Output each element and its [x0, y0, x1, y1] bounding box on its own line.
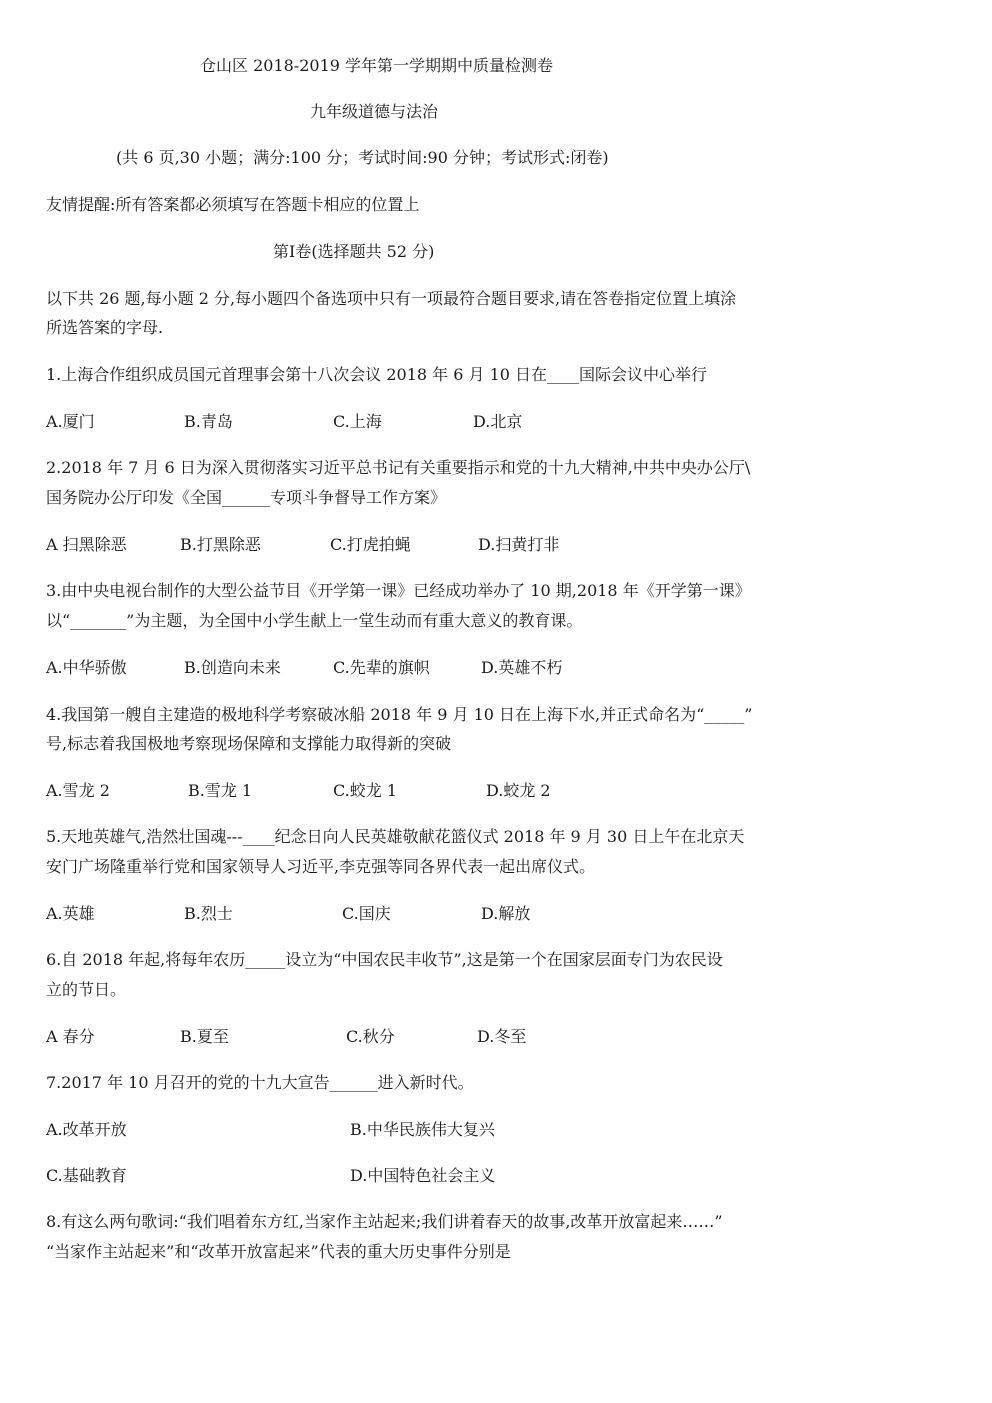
exam-title: 仓山区 2018-2019 学年第一学期期中质量检测卷	[200, 56, 554, 75]
question-text: 6.自 2018 年起,将每年农历_____设立为“中国农民丰收节”,这是第一个在国家层面专门为农民设	[46, 950, 723, 969]
option-a: A.厦门	[46, 412, 95, 431]
question-text: 4.我国第一艘自主建造的极地科学考察破冰船 2018 年 9 月 10 日在上海下水,并正式命名为“_____”	[46, 705, 753, 724]
subject-title: 九年级道德与法治	[310, 102, 439, 121]
option-a: A.雪龙 2	[46, 781, 110, 800]
option-b: B.雪龙 1	[188, 781, 253, 800]
question-text: 号,标志着我国极地考察现场保障和支撑能力取得新的突破	[46, 734, 452, 753]
question-text: 3.由中央电视台制作的大型公益节目《开学第一课》已经成功举办了 10 期,2018 年《开学第一课》	[46, 581, 751, 600]
option-b: B.青岛	[184, 412, 233, 431]
option-c: C.先辈的旗帜	[333, 658, 430, 677]
question-text: 以“_______”为主题，为全国中小学生献上一堂生动而有重大意义的教育课。	[46, 611, 583, 630]
option-b: B.创造向未来	[184, 658, 281, 677]
option-c: C.打虎拍蝇	[330, 535, 411, 554]
question-text: 5.天地英雄气,浩然壮国魂---____纪念日向人民英雄敬献花篮仪式 2018 年 9 月 30 日上午在北京天	[46, 827, 745, 846]
option-d: D.解放	[481, 904, 531, 923]
option-d: D.冬至	[477, 1027, 527, 1046]
option-a: A.中华骄傲	[46, 658, 127, 677]
option-d: D.中国特色社会主义	[350, 1166, 496, 1185]
reminder: 友情提醒:所有答案都必须填写在答题卡相应的位置上	[46, 195, 420, 214]
option-a: A.改革开放	[46, 1120, 127, 1139]
question-text: 2.2018 年 7 月 6 日为深入贯彻落实习近平总书记有关重要指示和党的十九大精神,中共中央办公厅\	[46, 458, 751, 477]
option-d: D.英雄不朽	[481, 658, 563, 677]
option-b: B.夏至	[180, 1027, 229, 1046]
exam-info: (共 6 页,30 小题；满分:100 分；考试时间:90 分钟；考试形式:闭卷)	[116, 148, 609, 167]
option-b: B.打黑除恶	[180, 535, 261, 554]
option-c: C.基础教育	[46, 1166, 127, 1185]
option-a: A 扫黑除恶	[46, 535, 127, 554]
option-a: A.英雄	[46, 904, 95, 923]
option-b: B.烈士	[184, 904, 233, 923]
option-d: D.北京	[473, 412, 523, 431]
question-text: 国务院办公厅印发《全国______专项斗争督导工作方案》	[46, 488, 447, 507]
option-d: D.扫黄打非	[478, 535, 560, 554]
section-title: 第Ⅰ卷(选择题共 52 分)	[273, 242, 435, 261]
option-b: B.中华民族伟大复兴	[350, 1120, 495, 1139]
question-text: 7.2017 年 10 月召开的党的十九大宣告______进入新时代。	[46, 1073, 474, 1092]
question-text: 立的节日。	[46, 980, 127, 999]
option-c: C.国庆	[342, 904, 391, 923]
section-instructions: 以下共 26 题,每小题 2 分,每小题四个备选项中只有一项最符合题目要求,请在答卷指定位置上填涂	[46, 289, 737, 308]
question-text: 1.上海合作组织成员国元首理事会第十八次会议 2018 年 6 月 10 日在____国际会议中心举行	[46, 365, 708, 384]
option-c: C.蛟龙 1	[333, 781, 398, 800]
option-c: C.上海	[333, 412, 382, 431]
option-c: C.秋分	[346, 1027, 395, 1046]
question-text: 安门广场隆重举行党和国家领导人习近平,李克强等同各界代表一起出席仪式。	[46, 857, 596, 876]
option-a: A 春分	[46, 1027, 95, 1046]
option-d: D.蛟龙 2	[486, 781, 551, 800]
question-text: “当家作主站起来”和“改革开放富起来”代表的重大历史事件分别是	[46, 1242, 511, 1261]
section-instructions: 所选答案的字母.	[46, 318, 164, 337]
question-text: 8.有这么两句歌词:“我们唱着东方红,当家作主站起来;我们讲着春天的故事,改革开放富起来……”	[46, 1212, 723, 1231]
